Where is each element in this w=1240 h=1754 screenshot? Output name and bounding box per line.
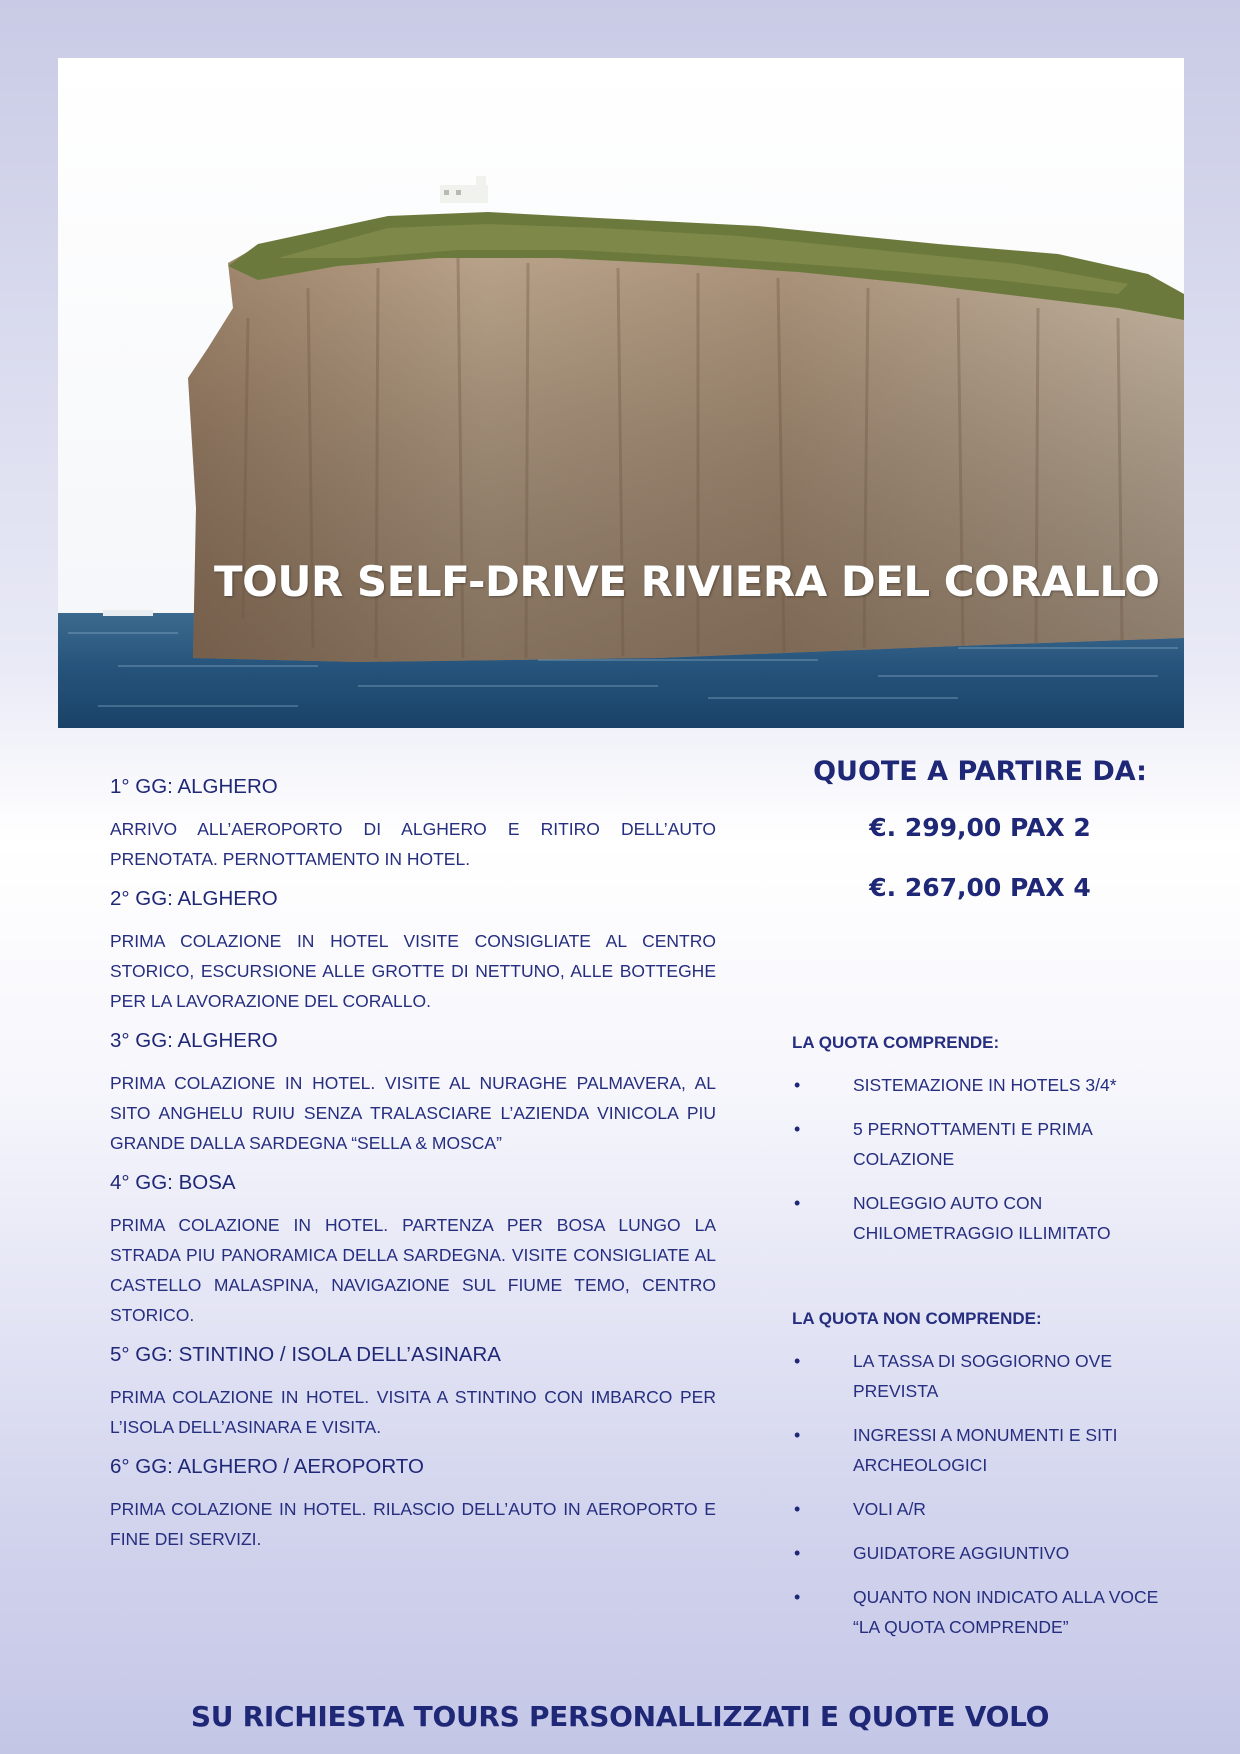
bullet-icon: • (794, 1351, 801, 1371)
price-pax-2: €. 299,00 PAX 2 (869, 813, 1091, 842)
bullet-icon: • (794, 1119, 801, 1139)
day-title: 6° GG: ALGHERO / AEROPORTO (110, 1455, 424, 1478)
excluded-list (792, 1346, 1162, 1642)
excluded-title: LA QUOTA NON COMPRENDE: (792, 1309, 1042, 1328)
included-section (792, 1028, 1162, 1262)
list-item: • QUANTO NON INDICATO ALLA VOCE “LA QUOTA COMPRENDE” (792, 1582, 1162, 1642)
itinerary-day (110, 1026, 716, 1158)
day-description: PRIMA COLAZIONE IN HOTEL. VISITA A STINTINO CON IMBARCO PER L’ISOLA DELL’ASINARA E VISITA. (110, 1387, 716, 1437)
day-description: ARRIVO ALL’AEROPORTO DI ALGHERO E RITIRO DELL’AUTO PRENOTATA. PERNOTTAMENTO IN HOTEL. (110, 819, 716, 869)
included-title: LA QUOTA COMPRENDE: (792, 1033, 1000, 1052)
included-list (792, 1070, 1162, 1248)
list-item: • VOLI A/R (792, 1494, 1162, 1524)
bullet-icon: • (794, 1425, 801, 1445)
hero-photo (58, 58, 1184, 728)
itinerary-day (110, 772, 716, 874)
footer-note: SU RICHIESTA TOURS PERSONALLIZZATI E QUOTE VOLO (190, 1700, 1050, 1733)
bullet-icon: • (794, 1499, 801, 1519)
excluded-section (792, 1304, 1162, 1656)
list-item: • NOLEGGIO AUTO CON CHILOMETRAGGIO ILLIMITATO (792, 1188, 1162, 1248)
itinerary-day (110, 884, 716, 1016)
day-title: 5° GG: STINTINO / ISOLA DELL’ASINARA (110, 1343, 501, 1366)
bullet-icon: • (794, 1587, 801, 1607)
day-title: 1° GG: ALGHERO (110, 775, 278, 798)
day-title: 4° GG: BOSA (110, 1171, 236, 1194)
itinerary-day (110, 1168, 716, 1330)
day-title: 2° GG: ALGHERO (110, 887, 278, 910)
bullet-icon: • (794, 1543, 801, 1563)
itinerary-day (110, 1340, 716, 1442)
bullet-icon: • (794, 1075, 801, 1095)
bullet-icon: • (794, 1193, 801, 1213)
price-pax-4: €. 267,00 PAX 4 (869, 873, 1091, 902)
list-item: • SISTEMAZIONE IN HOTELS 3/4* (792, 1070, 1162, 1100)
day-description: PRIMA COLAZIONE IN HOTEL. VISITE AL NURAGHE PALMAVERA, AL SITO ANGHELU RUIU SENZA TRALASCIARE L’AZIENDA VINICOLA PIU GRANDE DALLA SARDEGNA “SELLA & MOSCA” (110, 1073, 716, 1153)
itinerary-day (110, 1452, 716, 1554)
day-description: PRIMA COLAZIONE IN HOTEL. RILASCIO DELL’AUTO IN AEROPORTO E FINE DEI SERVIZI. (110, 1499, 716, 1549)
page-title: TOUR SELF-DRIVE RIVIERA DEL CORALLO (214, 557, 1160, 606)
cliff-sea-illustration (58, 58, 1184, 728)
quotes-title: QUOTE A PARTIRE DA: (813, 756, 1147, 787)
list-item: • GUIDATORE AGGIUNTIVO (792, 1538, 1162, 1568)
itinerary (110, 772, 716, 1564)
day-description: PRIMA COLAZIONE IN HOTEL. PARTENZA PER BOSA LUNGO LA STRADA PIU PANORAMICA DELLA SARDEGNA. VISITE CONSIGLIATE AL CASTELLO MALASPINA, NAVIGAZIONE SUL FIUME TEMO, CENTRO STORICO. (110, 1215, 716, 1325)
day-description: PRIMA COLAZIONE IN HOTEL VISITE CONSIGLIATE AL CENTRO STORICO, ESCURSIONE ALLE GROTTE DI NETTUNO, ALLE BOTTEGHE PER LA LAVORAZIONE DEL CORALLO. (110, 931, 716, 1011)
list-item: • 5 PERNOTTAMENTI E PRIMA COLAZIONE (792, 1114, 1162, 1174)
day-title: 3° GG: ALGHERO (110, 1029, 278, 1052)
price-quotes (770, 752, 1190, 928)
list-item: • LA TASSA DI SOGGIORNO OVE PREVISTA (792, 1346, 1162, 1406)
list-item: • INGRESSI A MONUMENTI E SITI ARCHEOLOGICI (792, 1420, 1162, 1480)
